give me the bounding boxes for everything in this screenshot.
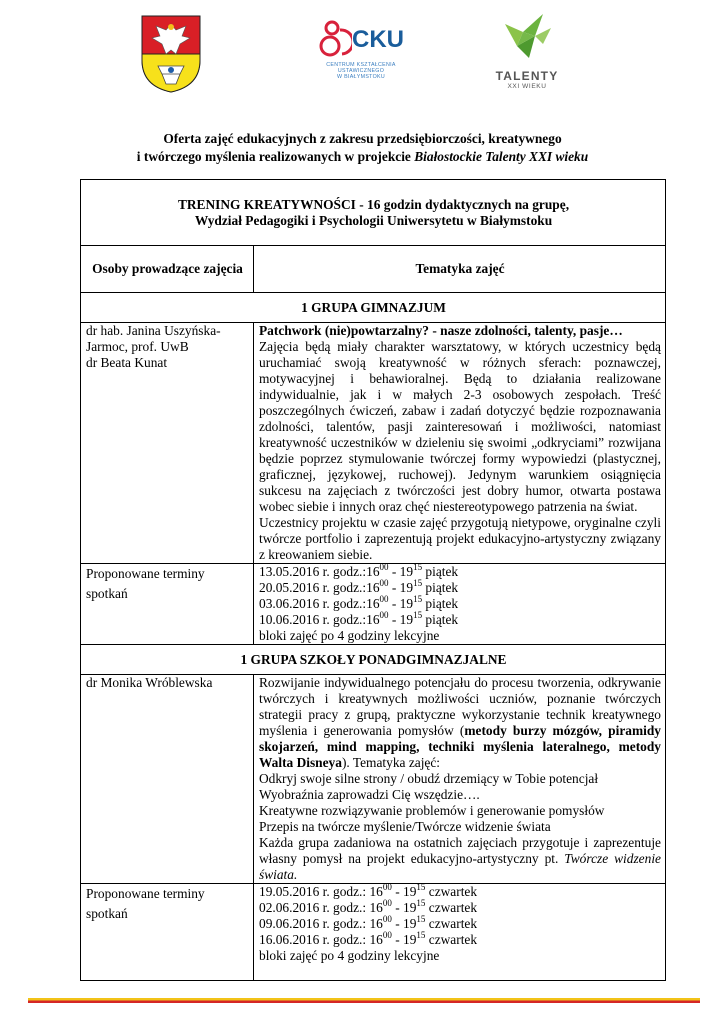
term-line: 09.06.2016 r. godz.: $16^{00} - 19^{15}$ czwartek <box>259 914 478 931</box>
group-2-leaders <box>81 675 254 884</box>
terms-note: bloki zajęć po 4 godziny lekcyjne <box>259 948 440 963</box>
topic-item: Wyobraźnia zaprowadzi Cię wszędzie…. <box>259 787 480 802</box>
group-1-topic <box>254 323 666 564</box>
project-title: Twórcze widzenie świata. <box>259 851 661 882</box>
methods-list: metody burzy mózgów, piramidy skojarzeń, mind mapping, techniki myślenia lateralnego, metody Walta Disneya <box>259 723 662 770</box>
group-1-topic-title: Patchwork (nie)powtarzalny? - nasze zdolności, talenty, pasje… <box>259 323 623 338</box>
column-header-leaders: Osoby prowadzące zajęcia <box>81 246 254 293</box>
topic-item: Przepis na twórcze myślenie/Twórcze widzenie świata <box>259 819 551 834</box>
project-name: Białostockie Talenty XXI wieku <box>414 149 589 164</box>
bialystok-coat-of-arms-icon <box>140 14 202 94</box>
cku-title: CKU <box>352 26 404 53</box>
term-line: 10.06.2016 r. $godz.:16^{00} - 19^{15}$ piątek <box>259 610 459 627</box>
column-header-row <box>81 246 666 293</box>
group-2-terms <box>254 884 666 981</box>
group-1-name: 1 GRUPA GIMNAZJUM <box>81 293 666 323</box>
leader-line: dr Monika Wróblewska <box>86 675 213 690</box>
group-1-terms <box>254 564 666 645</box>
footer-divider <box>28 998 700 1003</box>
term-line: 20.05.2016 r. $godz.:16^{00} - 19^{15}$ piątek <box>259 578 459 595</box>
group-1-description: Zajęcia będą miały charakter warsztatowy, w których uczestnicy będą uruchamiać swoją kreatywność w różnych sferach: poznawczej, motywacyjnej i behawioralnej. Będą to działania realizowane indywidualnie, jak i w małych 2-3 osobowych zespołach. Treść poszczególnych ćwiczeń, zabaw i zadań dotyczyć będzie rozpoznawania zdolności, talentów, pasji zainteresowań i możliwości, natomiast kreatywność uczestników w dzieleniu się swoimi „odkryciami” rozwijana będzie poprzez stymulowanie twórczej formy wypowiedzi (plastycznej, graficznej, językowej, ruchowej). Jedynym warunkiem osiągnięcia sukcesu na zajęciach z twórczości jest dobry humor, otwarta postawa wobec siebie i innych oraz chęć niestereotypowego patrzenia na świat. <box>259 339 661 514</box>
group-1-description-2: Uczestnicy projektu w czasie zajęć przygotują nietypowe, oryginalne czyli twórcze portfolio i zaprezentują projekt edukacyjno-artystyczny związany z kreowaniem siebie. <box>259 515 661 562</box>
cku-logo <box>316 18 406 93</box>
topic-item: Odkryj swoje silne strony / obudź drzemiący w Tobie potencjał <box>259 771 599 786</box>
heading-line-1: Oferta zajęć edukacyjnych z zakresu przedsiębiorczości, kreatywnego <box>163 131 562 146</box>
term-line: 13.05.2016 r. $godz.:16^{00} - 19^{15}$ piątek <box>259 562 459 579</box>
group-2-name: 1 GRUPA SZKOŁY PONADGIMNAZJALNE <box>81 645 666 675</box>
page-heading <box>60 130 665 166</box>
terms-note: bloki zajęć po 4 godziny lekcyjne <box>259 628 440 643</box>
leader-line: dr hab. Janina Uszyńska- <box>86 323 221 338</box>
training-header-row <box>81 180 666 246</box>
group-1-terms-label: Proponowane terminy spotkań <box>81 564 254 645</box>
leader-line: Jarmoc, prof. UwB <box>86 339 189 354</box>
term-line: 03.06.2016 r. $godz.:16^{00} - 19^{15}$ piątek <box>259 594 459 611</box>
cku-line-3: W BIAŁYMSTOKU <box>337 74 385 80</box>
group-1-leaders <box>81 323 254 564</box>
training-header <box>81 180 666 246</box>
group-header-row <box>81 293 666 323</box>
topic-item: Kreatywne rozwiązywanie problemów i generowanie pomysłów <box>259 803 605 818</box>
bird-icon <box>499 10 555 62</box>
term-line: 16.06.2016 r. godz.: $16^{00} - 19^{15}$ czwartek <box>259 930 478 947</box>
talenty-subtitle: XXI WIEKU <box>507 83 547 90</box>
talenty-logo <box>488 10 566 100</box>
term-line: 19.05.2016 r. godz.: $16^{00} - 19^{15}$ czwartek <box>259 882 478 899</box>
group-2-topic <box>254 675 666 884</box>
heading-line-2-text: i twórczego myślenia realizowanych w projekcie <box>136 149 415 164</box>
group-2-terms-label: Proponowane terminy spotkań <box>81 884 254 981</box>
training-subtitle: Wydział Pedagogiki i Psychologii Uniwersytetu w Białymstoku <box>194 212 553 228</box>
group-1-terms-row <box>81 564 666 645</box>
cku-line-2: USTAWICZNEGO <box>337 68 385 74</box>
group-header-row <box>81 645 666 675</box>
term-line: 02.06.2016 r. godz.: $16^{00} - 19^{15}$ czwartek <box>259 898 478 915</box>
logo-bar <box>0 0 725 110</box>
group-2-intro: Rozwijanie indywidualnego potencjału do procesu tworzenia, odkrywanie twórczych i kreatywnych możliwości uczniów, poznanie twórczych strategii pracy z grupą, praktyczne wykorzystanie technik kreatywnego myślenia i generowania pomysłów (metody burzy mózgów, piramidy skojarzeń, mind mapping, techniki myślenia lateralnego, metody Walta Disneya). Tematyka zajęć: <box>259 675 662 770</box>
heading-line-2 <box>60 148 665 166</box>
group-1-content-row <box>81 323 666 564</box>
cku-line-1: CENTRUM KSZTAŁCENIA <box>326 62 396 68</box>
group-2-content-row <box>81 675 666 884</box>
group-2-closing: Każda grupa zadaniowa na ostatnich zajęciach przygotuje i zaprezentuje własny pomysł na projekt edukacyjno-artystyczny pt. Twórcze widzenie świata. <box>259 835 661 882</box>
training-title: TRENING KREATYWNOŚCI - 16 godzin dydaktycznych na grupę, <box>177 196 570 212</box>
cku-mark-icon <box>318 20 352 60</box>
leader-line: dr Beata Kunat <box>86 355 168 370</box>
offer-table <box>80 179 666 981</box>
talenty-title: TALENTY <box>495 69 559 83</box>
group-2-terms-row <box>81 884 666 981</box>
column-header-topics: Tematyka zajęć <box>254 246 666 293</box>
